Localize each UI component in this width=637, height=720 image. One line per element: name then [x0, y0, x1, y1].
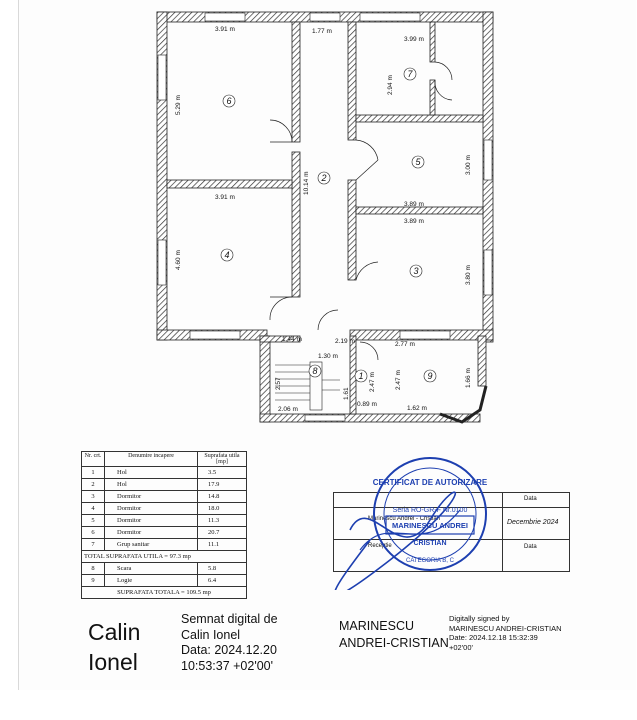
- svg-text:2.47 m: 2.47 m: [395, 370, 402, 390]
- table-row: 6 Dormitor 20.7: [82, 527, 247, 539]
- authorization-seal: [330, 450, 510, 590]
- svg-text:4: 4: [224, 250, 230, 260]
- svg-text:3.89 m: 3.89 m: [404, 201, 424, 208]
- reception-label: Receptie: [368, 543, 392, 549]
- table-row: 7 Grup sanitar 11.1: [82, 539, 247, 551]
- table-row: 2 Hol 17.9: [82, 479, 247, 491]
- header-name: Denumire incapere: [105, 452, 198, 467]
- svg-text:3.99 m: 3.99 m: [404, 36, 424, 43]
- svg-text:10.14 m: 10.14 m: [303, 171, 310, 195]
- table-row: 1 Hol 3.5: [82, 467, 247, 479]
- svg-text:2.94 m: 2.94 m: [387, 75, 394, 95]
- author-line: Marinescu Andrei - Cristian: [368, 516, 441, 522]
- svg-text:3.00 m: 3.00 m: [465, 155, 472, 175]
- svg-text:1.66 m: 1.66 m: [465, 368, 472, 388]
- walls: [157, 12, 493, 422]
- table-row: 4 Dormitor 18.0: [82, 503, 247, 515]
- svg-text:2: 2: [321, 173, 327, 183]
- svg-text:4.60 m: 4.60 m: [175, 250, 182, 270]
- svg-text:5: 5: [415, 157, 421, 167]
- svg-text:3.80 m: 3.80 m: [465, 265, 472, 285]
- dimension-labels: [175, 26, 472, 413]
- table-row: 5 Dormitor 11.3: [82, 515, 247, 527]
- seal-extra: CRISTIAN: [413, 540, 447, 547]
- svg-text:1.30 m: 1.30 m: [318, 353, 338, 360]
- data-footer: Data: [524, 544, 537, 550]
- svg-text:2.06 m: 2.06 m: [278, 406, 298, 413]
- svg-text:2.19 m: 2.19 m: [335, 338, 355, 345]
- svg-text:1.77 m: 1.77 m: [312, 28, 332, 35]
- stairs: [275, 362, 340, 410]
- data-header: Data: [524, 496, 537, 502]
- svg-text:3: 3: [413, 266, 419, 276]
- svg-text:2.57: 2.57: [275, 377, 282, 390]
- svg-text:3.91 m: 3.91 m: [215, 26, 235, 33]
- svg-text:8: 8: [312, 366, 318, 376]
- svg-text:1.44 m: 1.44 m: [282, 336, 302, 343]
- svg-text:7: 7: [407, 69, 413, 79]
- svg-text:9: 9: [427, 371, 433, 381]
- svg-text:6: 6: [226, 96, 232, 106]
- signer-left-caption: Semnat digital de Calin Ionel Data: 2024.12.20 10:53:37 +02'00': [181, 612, 278, 673]
- svg-text:2.77 m: 2.77 m: [395, 341, 415, 348]
- seal-name: MARINESCU ANDREI: [392, 521, 468, 530]
- svg-text:0.89 m: 0.89 m: [357, 401, 377, 408]
- table-row: 9 Logie 6.4: [82, 575, 247, 587]
- table-row: 8 Scara 5.8: [82, 563, 247, 575]
- svg-text:3.91 m: 3.91 m: [215, 194, 235, 201]
- signer-left-name: Calin Ionel: [88, 619, 141, 675]
- svg-text:1.61: 1.61: [343, 387, 350, 400]
- svg-text:2.47 m: 2.47 m: [369, 372, 376, 392]
- month-text: Decembrie 2024: [507, 519, 559, 526]
- svg-text:5.29 m: 5.29 m: [175, 95, 182, 115]
- svg-text:1.62 m: 1.62 m: [407, 405, 427, 412]
- header-area: Suprafata utila [mp]: [198, 452, 247, 467]
- seal-title: CERTIFICAT DE AUTORIZARE: [372, 478, 488, 487]
- table-row: 3 Dormitor 14.8: [82, 491, 247, 503]
- total-useful-row: TOTAL SUPRAFATA UTILA = 97.3 mp: [82, 551, 247, 563]
- total-area-row: SUPRAFATA TOTALA = 109.5 mp: [82, 587, 247, 599]
- area-table: [81, 451, 247, 599]
- svg-text:1: 1: [358, 371, 364, 381]
- seal-category: CATEGORIA B, C: [406, 558, 454, 564]
- signer-right-caption: Digitally signed by MARINESCU ANDREI-CRISTIAN Date: 2024.12.18 15:32:39 +02'00': [449, 614, 562, 652]
- seal-series: Seria RO-GR-F Nr.0100: [392, 507, 468, 514]
- signer-right-name: MARINESCU ANDREI-CRISTIAN: [339, 619, 449, 650]
- svg-text:3.89 m: 3.89 m: [404, 218, 424, 225]
- header-nr: Nr. crt.: [82, 452, 105, 467]
- table-header-row: [82, 452, 247, 467]
